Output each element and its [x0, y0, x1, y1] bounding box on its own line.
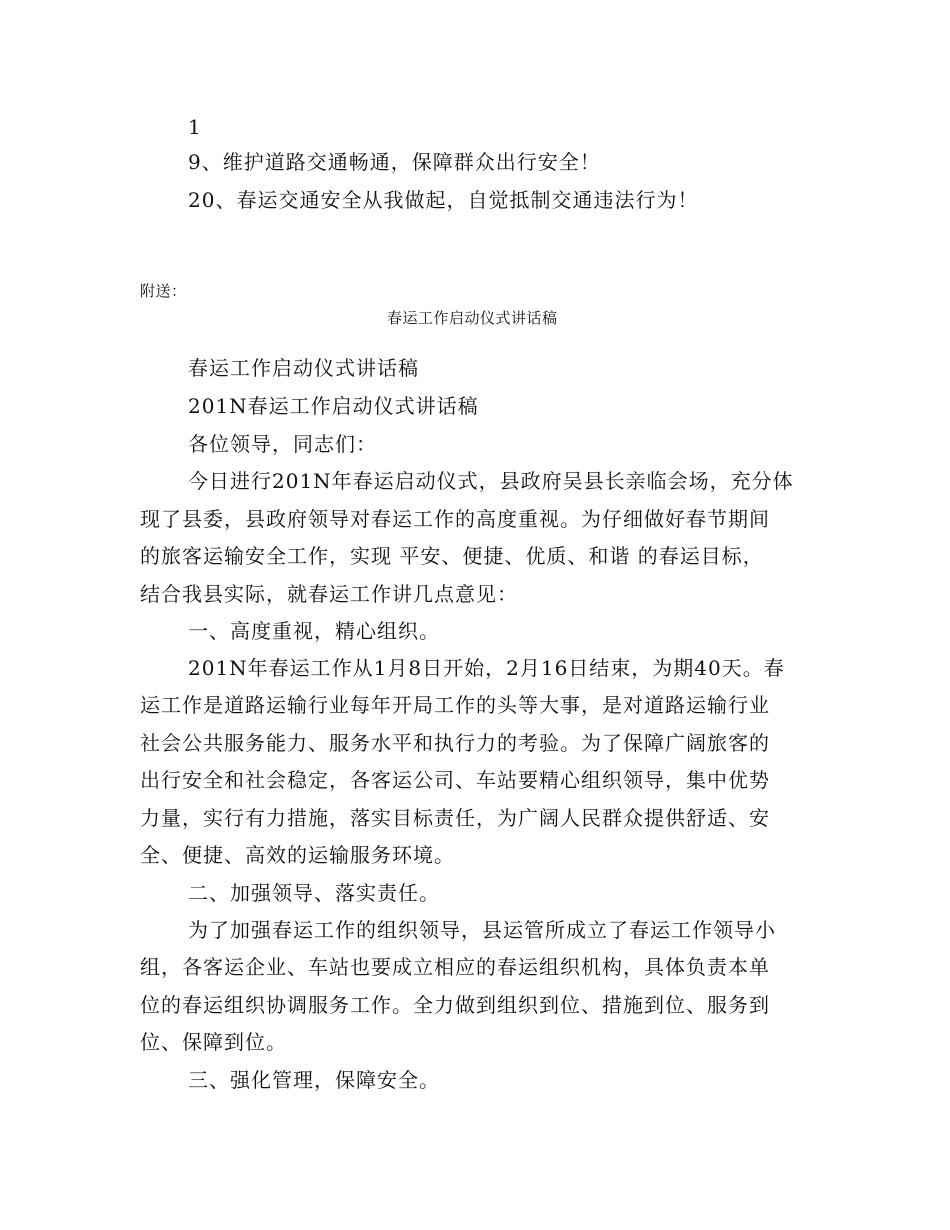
speech-subheading: 201N春运工作启动仪式讲话稿: [188, 394, 479, 418]
paragraph-2-line: 201N年春运工作从1月8日开始，2月16日结束，为期40天。春: [188, 656, 785, 680]
paragraph-2-line: 社会公共服务能力、服务水平和执行力的考验。为了保障广阔旅客的: [140, 731, 770, 755]
greeting: 各位领导，同志们：: [188, 432, 377, 456]
speech-heading: 春运工作启动仪式讲话稿: [188, 356, 419, 380]
section-1-title: 一、高度重视，精心组织。: [188, 619, 440, 643]
section-3-title: 三、强化管理，保障安全。: [188, 1068, 440, 1092]
paragraph-2-line: 全、便捷、高效的运输服务环境。: [140, 843, 455, 867]
paragraph-1-line: 现了县委，县政府领导对春运工作的高度重视。为仔细做好春节期间: [140, 507, 770, 531]
paragraph-3-line: 为了加强春运工作的组织领导，县运管所成立了春运工作领导小: [188, 918, 776, 942]
paragraph-1-line: 今日进行201N年春运启动仪式，县政府吴县长亲临会场，充分体: [188, 469, 794, 493]
paragraph-2-line: 力量，实行有力措施，落实目标责任，为广阔人民群众提供舒适、安: [140, 806, 770, 830]
slogan-9: 9、维护道路交通畅通，保障群众出行安全！: [188, 150, 601, 174]
paragraph-1-line: 结合我县实际，就春运工作讲几点意见：: [140, 582, 518, 606]
document-title: 春运工作启动仪式讲话稿: [387, 309, 558, 327]
page-number: 1: [188, 115, 202, 139]
slogan-20: 20、春运交通安全从我做起，自觉抵制交通违法行为！: [188, 188, 699, 212]
appendix-label: 附送：: [140, 282, 187, 300]
paragraph-3-line: 位的春运组织协调服务工作。全力做到组织到位、措施到位、服务到: [140, 993, 770, 1017]
paragraph-3-line: 位、保障到位。: [140, 1030, 287, 1054]
section-2-title: 二、加强领导、落实责任。: [188, 881, 440, 905]
paragraph-1-line: 的旅客运输安全工作，实现 平安、便捷、优质、和谐 的春运目标，: [140, 544, 764, 568]
paragraph-3-line: 组，各客运企业、车站也要成立相应的春运组织机构，具体负责本单: [140, 955, 770, 979]
paragraph-2-line: 运工作是道路运输行业每年开局工作的头等大事，是对道路运输行业: [140, 693, 770, 717]
paragraph-2-line: 出行安全和社会稳定，各客运公司、车站要精心组织领导，集中优势: [140, 768, 770, 792]
